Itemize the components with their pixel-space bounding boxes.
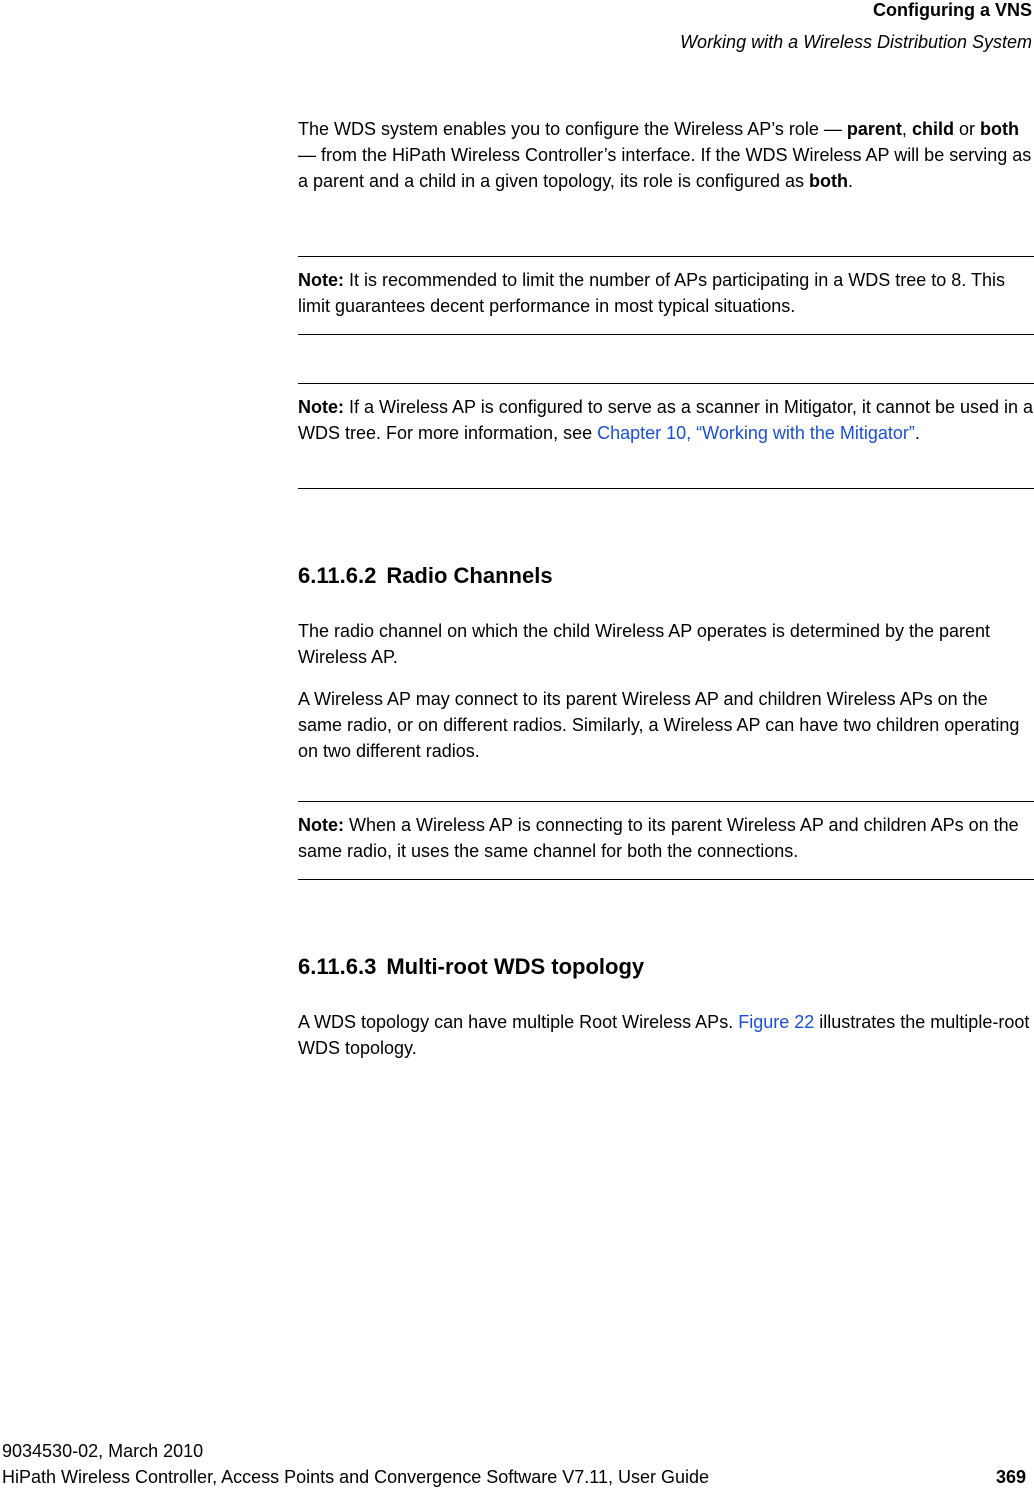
note-label: Note:	[298, 270, 344, 290]
note-divider-top	[298, 383, 1034, 384]
note-ap-limit: Note: It is recommended to limit the number of APs participating in a WDS tree to 8. This limit guarantees decent performance in most typical situations.	[298, 270, 1005, 316]
note-divider-top	[298, 256, 1034, 257]
note-divider-top	[298, 801, 1034, 802]
running-header-title: Configuring a VNS	[873, 0, 1032, 20]
note-divider-bottom	[298, 879, 1034, 880]
footer-doc-id: 9034530-02, March 2010	[2, 1441, 204, 1461]
footer-guide-title: HiPath Wireless Controller, Access Points and Convergence Software V7.11, User Guide	[2, 1467, 710, 1487]
note-same-channel: Note: When a Wireless AP is connecting to its parent Wireless AP and children APs on the same radio, it uses the same channel for both the connections.	[298, 815, 1019, 861]
note-label: Note:	[298, 397, 344, 417]
chapter-10-link[interactable]: Chapter 10, “Working with the Mitigator”	[597, 423, 915, 443]
intro-paragraph: The WDS system enables you to configure the Wireless AP’s role — parent, child or both — from the HiPath Wireless Controller’s interface. If the WDS Wireless AP will be serving as a parent and a child in a given topology, its role is configured as both.	[298, 119, 1032, 191]
page-number: 369	[995, 1467, 1026, 1487]
note-divider-bottom	[298, 334, 1034, 335]
section-heading-multi-root: 6.11.6.3 Multi-root WDS topology	[298, 954, 645, 979]
multi-root-paragraph: A WDS topology can have multiple Root Wireless APs. Figure 22 illustrates the multiple-root WDS topology.	[298, 1012, 1030, 1058]
section-heading-radio-channels: 6.11.6.2 Radio Channels	[298, 563, 553, 588]
note-label: Note:	[298, 815, 344, 835]
note-mitigator: Note: If a Wireless AP is configured to serve as a scanner in Mitigator, it cannot be used in a WDS tree. For more information, see Chapter 10, “Working with the Mitigator”.	[298, 397, 1034, 443]
radio-channels-paragraph-1: The radio channel on which the child Wireless AP operates is determined by the parent Wireless AP.	[298, 621, 991, 667]
running-header-subtitle: Working with a Wireless Distribution System	[680, 32, 1032, 52]
note-divider-bottom	[298, 488, 1034, 489]
radio-channels-paragraph-2: A Wireless AP may connect to its parent Wireless AP and children Wireless APs on the same radio, or on different radios. Similarly, a Wireless AP can have two children operating on two different radios.	[298, 689, 1020, 761]
figure-22-link[interactable]: Figure 22	[738, 1012, 815, 1032]
